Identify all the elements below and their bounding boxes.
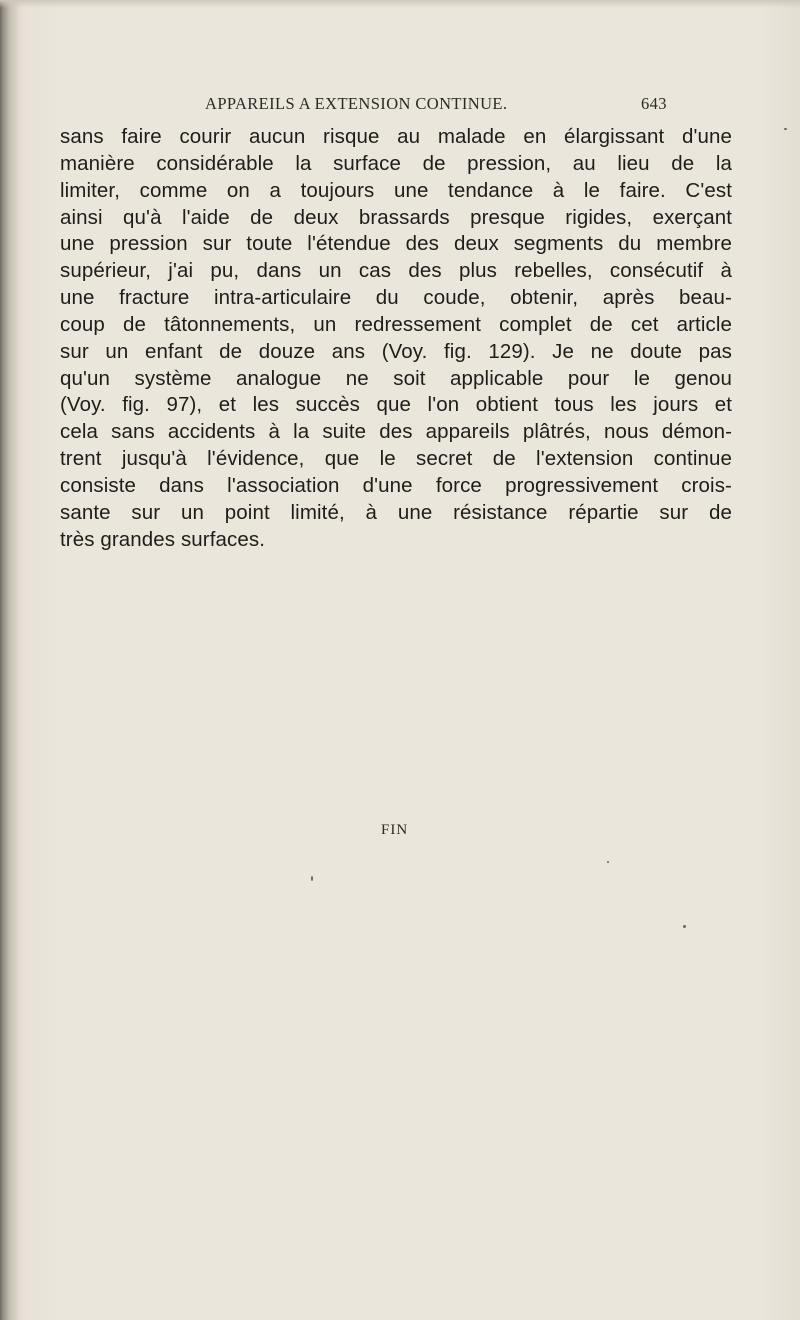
paper-speck: [311, 876, 313, 881]
text-line: (Voy. fig. 97), et les succès que l'on obtient tous les jours et: [60, 393, 732, 417]
text-line: trent jusqu'à l'évidence, que le secret de l'extension continue: [60, 447, 732, 471]
paper-speck: [683, 925, 686, 928]
text-line: manière considérable la surface de pression, au lieu de la: [60, 151, 732, 175]
text-line: coup de tâtonnements, un redressement complet de cet article: [60, 312, 732, 336]
page-number: 643: [641, 94, 667, 113]
running-head: [60, 94, 760, 116]
body-paragraph: [60, 124, 788, 554]
text-line: très grandes surfaces.: [60, 527, 266, 551]
text-line: ainsi qu'à l'aide de deux brassards presque rigides, exerçant: [60, 205, 732, 229]
text-line: qu'un système analogue ne soit applicable pour le genou: [60, 366, 732, 390]
text-line: sur un enfant de douze ans (Voy. fig. 129). Je ne doute pas: [60, 339, 732, 363]
text-line: une fracture intra-articulaire du coude, obtenir, après beau-: [60, 286, 732, 310]
end-mark: FIN: [381, 822, 409, 838]
binding-shadow: [0, 0, 20, 1320]
text-line: limiter, comme on a toujours une tendance à le faire. C'est: [60, 178, 732, 202]
text-line: supérieur, j'ai pu, dans un cas des plus rebelles, consécutif à: [60, 259, 732, 283]
paper-speck: [784, 128, 787, 130]
text-line: consiste dans l'association d'une force progressivement crois-: [60, 473, 732, 497]
text-line: une pression sur toute l'étendue des deux segments du membre: [60, 232, 732, 256]
text-line: sante sur un point limité, à une résistance répartie sur de: [60, 500, 732, 524]
running-head-title: APPAREILS A EXTENSION CONTINUE.: [205, 94, 508, 113]
text-line: sans faire courir aucun risque au malade en élargissant d'une: [60, 125, 732, 148]
paper-speck: [607, 861, 609, 863]
text-line: cela sans accidents à la suite des appareils plâtrés, nous démon-: [60, 420, 732, 444]
page-top-edge: [0, 0, 800, 8]
